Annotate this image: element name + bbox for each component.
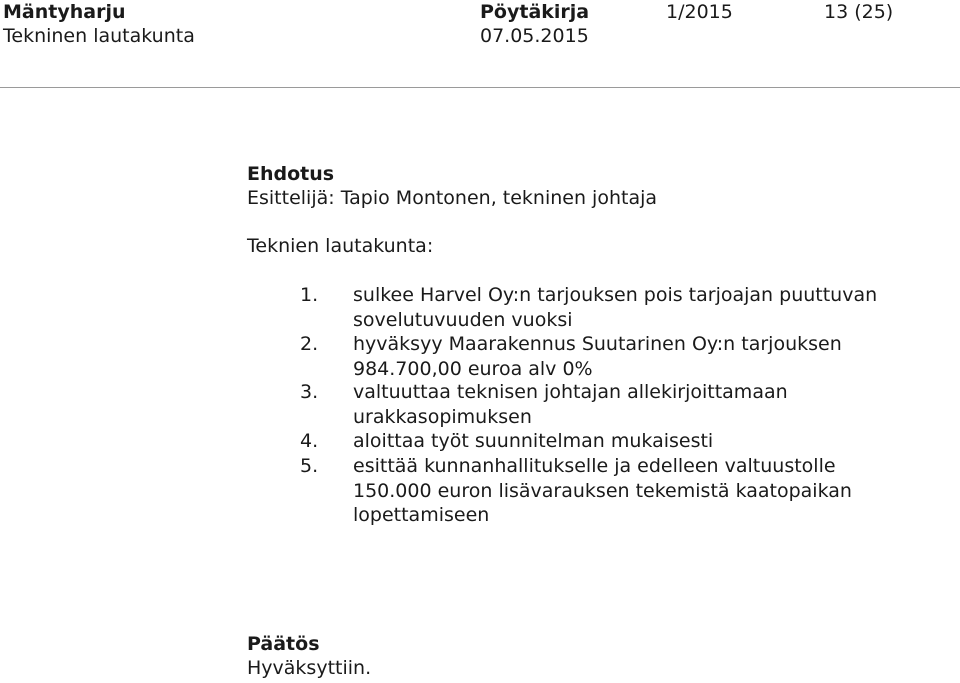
list-item-number: 5. — [300, 455, 319, 477]
list-item: sulkee Harvel Oy:n tarjouksen pois tarjoajan puuttuvan sovelutuvuuden vuoksi — [353, 284, 878, 331]
decision-text: Hyväksyttiin. — [247, 657, 372, 679]
page-number: 13 (25) — [824, 1, 894, 23]
list-item-number: 2. — [300, 333, 319, 355]
meeting-date: 07.05.2015 — [480, 25, 589, 47]
list-item: esittää kunnanhallitukselle ja edelleen valtuustolle 150.000 euron lisävarauksen tekemistä kaatopaikan lopettamiseen — [353, 455, 852, 527]
header-divider — [0, 87, 960, 88]
issue-number: 1/2015 — [666, 1, 733, 23]
municipality-name: Mäntyharju — [3, 1, 126, 23]
decision-title: Päätös — [247, 633, 320, 655]
list-item: aloittaa työt suunnitelman mukaisesti — [353, 430, 714, 452]
list-item-number: 4. — [300, 430, 319, 452]
presenter-line: Esittelijä: Tapio Montonen, tekninen johtaja — [247, 187, 658, 209]
list-item-number: 3. — [300, 381, 319, 403]
department-name: Tekninen lautakunta — [3, 25, 195, 47]
proposal-title: Ehdotus — [247, 163, 335, 185]
list-item: hyväksyy Maarakennus Suutarinen Oy:n tarjouksen 984.700,00 euroa alv 0% — [353, 333, 842, 380]
board-intro: Teknien lautakunta: — [247, 235, 434, 257]
list-item-number: 1. — [300, 284, 319, 306]
list-item: valtuuttaa teknisen johtajan allekirjoittamaan urakkasopimuksen — [353, 381, 788, 428]
document-type: Pöytäkirja — [480, 1, 590, 23]
